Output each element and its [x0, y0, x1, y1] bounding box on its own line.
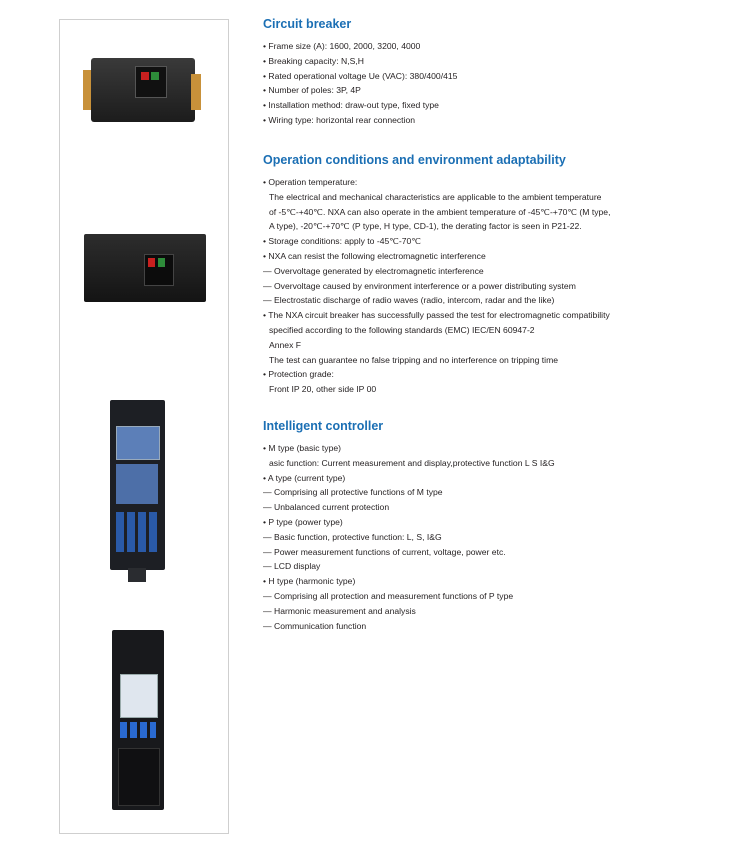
circuit-breaker-image-front — [83, 50, 203, 130]
spec-line: • P type (power type) — [263, 516, 343, 527]
spec-line: — Overvoltage generated by electromagnetic interference — [263, 265, 484, 276]
spec-line: • Number of poles: 3P, 4P — [263, 85, 361, 96]
intelligent-controller-image-compact — [108, 630, 168, 815]
spec-line: — Power measurement functions of current, voltage, power etc. — [263, 546, 506, 557]
spec-line: The test can guarantee no false tripping and no interference on tripping time — [269, 354, 559, 365]
spec-line: — Electrostatic discharge of radio waves (radio, intercom, radar and the like) — [263, 295, 555, 306]
spec-line: — LCD display — [263, 561, 321, 572]
spec-line: — Comprising all protective functions of M type — [263, 487, 443, 498]
spec-line: • Breaking capacity: N,S,H — [263, 55, 364, 66]
section-heading: Intelligent controller — [263, 419, 384, 433]
section-intelligent-controller — [263, 419, 723, 633]
spec-line: Annex F — [269, 339, 302, 350]
spec-line: • NXA can resist the following electromagnetic interference — [263, 250, 486, 261]
spec-line: of -5℃-+40℃. NXA can also operate in the ambient temperature of -45℃-+70℃ (M type, — [269, 206, 611, 217]
spec-line: asic function: Current measurement and display,protective function L S I&G — [269, 457, 555, 468]
spec-line: • H type (harmonic type) — [263, 576, 356, 587]
spec-line: • Wiring type: horizontal rear connection — [263, 114, 416, 125]
spec-line: — Unbalanced current protection — [263, 502, 390, 513]
spec-line: Front IP 20, other side IP 00 — [269, 384, 377, 395]
spec-line: specified according to the following standards (EMC) IEC/EN 60947-2 — [269, 324, 535, 335]
spec-line: — Basic function, protective function: L, S, I&G — [263, 531, 442, 542]
spec-line: • A type (current type) — [263, 472, 346, 483]
spec-line: • The NXA circuit breaker has successfully passed the test for electromagnetic compatibility — [263, 310, 610, 321]
circuit-breaker-image-side — [80, 228, 210, 308]
spec-line: • Operation temperature: — [263, 177, 358, 187]
spec-line: • M type (basic type) — [263, 443, 341, 453]
spec-line: — Overvoltage caused by environment interference or a power distributing system — [263, 280, 576, 291]
section-circuit-breaker — [263, 17, 723, 128]
spec-line: • Frame size (A): 1600, 2000, 3200, 4000 — [263, 41, 421, 51]
spec-line: • Installation method: draw-out type, fixed type — [263, 100, 439, 111]
spec-line: A type), -20℃-+70℃ (P type, H type, CD-1), the derating factor is seen in P21-22. — [269, 221, 582, 232]
section-heading: Circuit breaker — [263, 17, 352, 31]
spec-line: — Harmonic measurement and analysis — [263, 605, 416, 616]
product-image-panel — [59, 19, 229, 834]
spec-line: • Rated operational voltage Ue (VAC): 380/400/415 — [263, 70, 458, 81]
spec-line: — Comprising all protection and measurement functions of P type — [263, 590, 514, 601]
spec-line: The electrical and mechanical characteristics are applicable to the ambient temperature — [269, 191, 602, 202]
section-operation-conditions — [263, 153, 723, 397]
spec-line: • Storage conditions: apply to -45℃-70℃ — [263, 236, 421, 247]
section-heading: Operation conditions and environment adaptability — [263, 153, 566, 167]
spec-line: — Communication function — [263, 620, 367, 631]
intelligent-controller-image-lcd — [110, 400, 165, 585]
spec-line: • Protection grade: — [263, 369, 334, 380]
